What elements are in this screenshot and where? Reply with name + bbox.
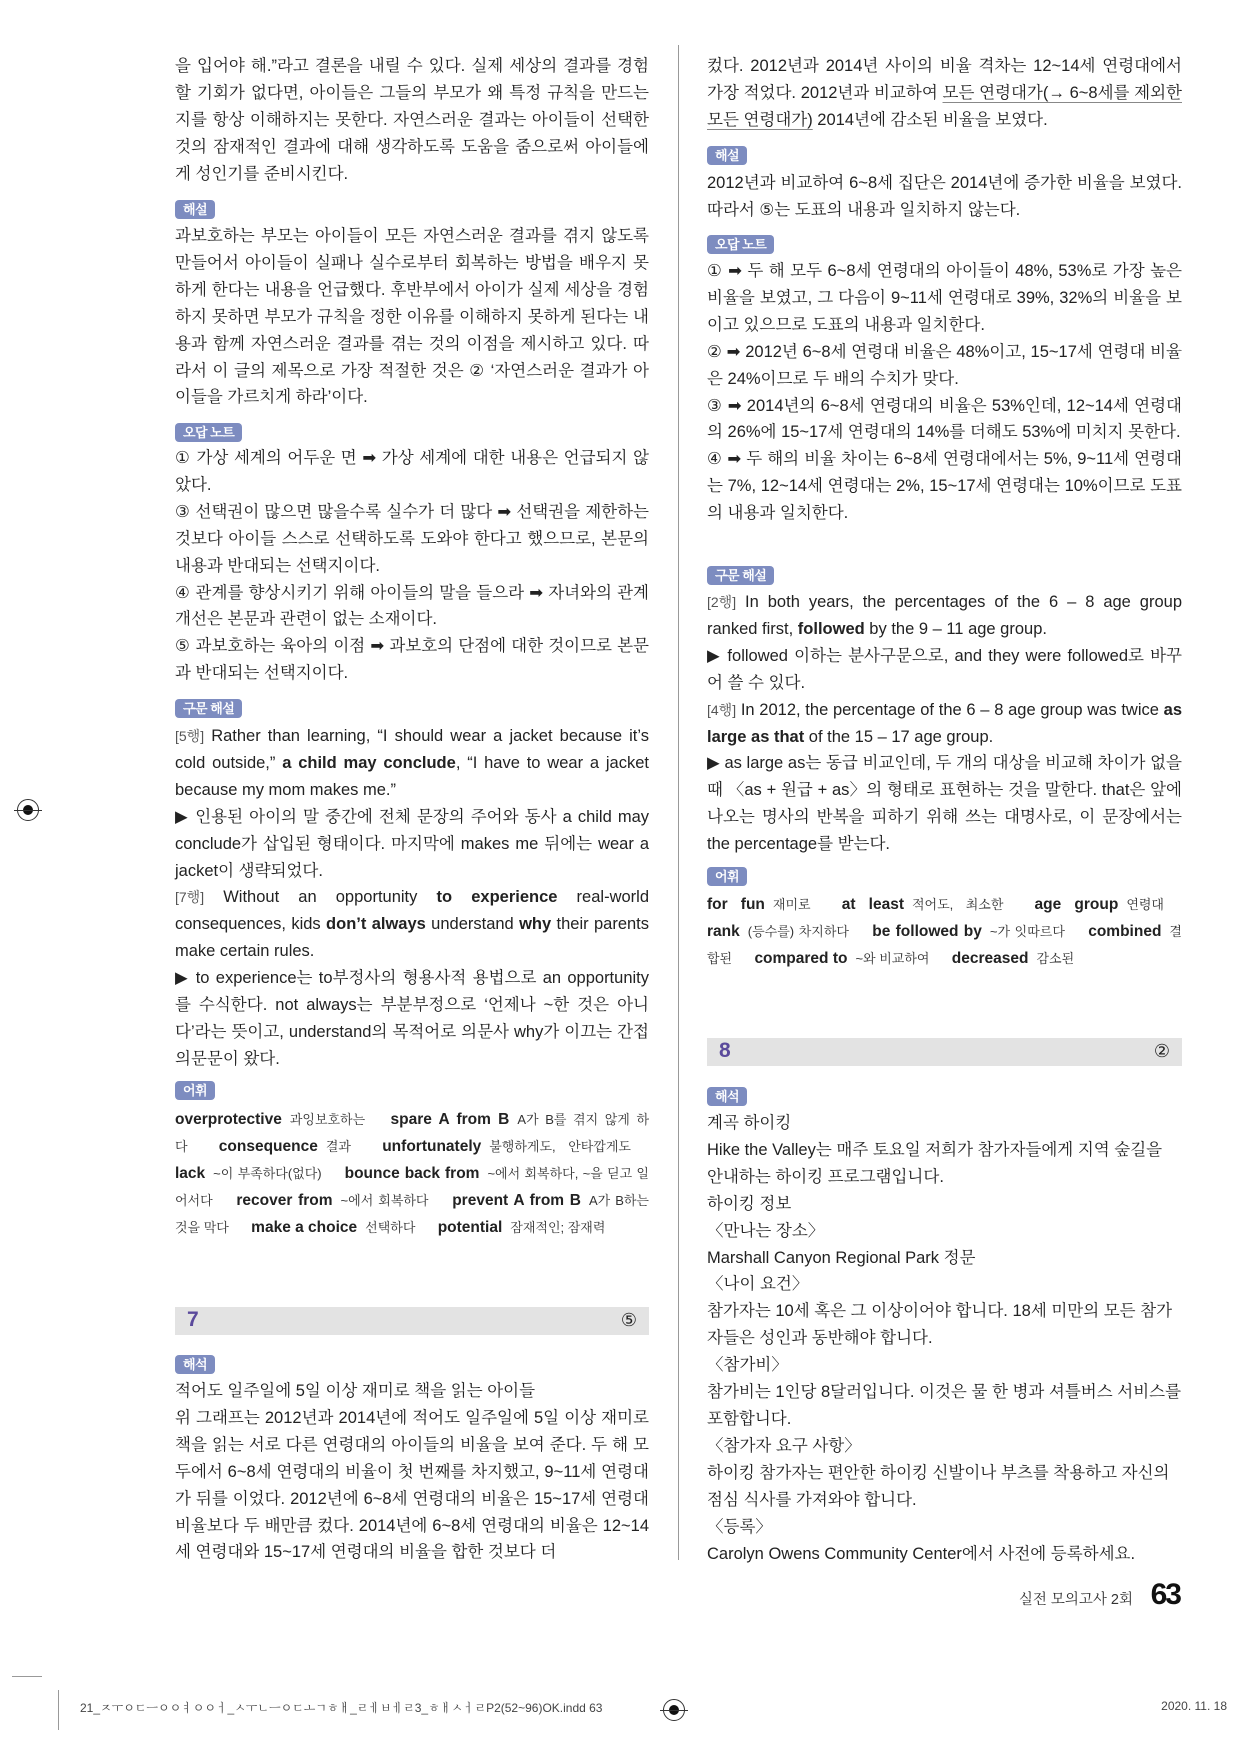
text-line: [175, 965, 649, 1073]
vocab-term: rank: [707, 922, 740, 940]
badge-vocabulary: 어휘: [707, 867, 747, 886]
text-segment: ③ 선택권이 많으면 많을수록 실수가 더 많다 ➡ 선택권을 제한하는 것보다 아이들 스스로 선택하도록 도와야 한다고 했으므로, 본문의 내용과 반대되는 선택지이다.: [175, 502, 649, 575]
text-segment: 을 입어야 해.”라고 결론을 내릴 수 있다. 실제 세상의 결과를 경험할 기회가 없다면, 아이들은 그들의 부모가 왜 특정 규칙을 만드는지를 항상 이해하지는 못한다. 자연스러운 결과는 아이들이 선택한 것의 잠재적인 결과에 대해 생각하도록 도움을 줌으로써 아이들에게 성인기를 준비시킨다.: [175, 57, 649, 183]
text-line: [175, 580, 649, 634]
text-segment: ④ ➡ 두 해의 비율 차이는 6~8세 연령대에서는 5%, 9~11세 연령대는 7%, 12~14세 연령대는 2%, 15~17세 연령대는 10%이므로 도표의 내용과 일치한다.: [707, 450, 1182, 523]
text-line: [707, 643, 1182, 697]
badge-translation: 해석: [707, 1087, 747, 1106]
text-segment: 〈만나는 장소〉: [707, 1221, 825, 1240]
text-line: [707, 1541, 1182, 1568]
text-segment: of the 15 – 17 age group.: [804, 727, 994, 746]
text-segment: Without an opportunity: [204, 888, 437, 907]
vocab-meaning: 연령대: [1126, 897, 1164, 912]
vocab-item: [754, 950, 947, 967]
text-segment: , “I have to wear a jacket because my mom makes me.”: [175, 753, 649, 799]
text-segment: 2014년에 감소된 비율을 보였다.: [812, 110, 1048, 129]
text-segment: 참가자는 10세 혹은 그 이상이어야 합니다. 18세 미만의 모든 참가자들은 성인과 동반해야 합니다.: [707, 1302, 1173, 1348]
text-segment: 과보호하는 부모는 아이들이 모든 자연스러운 결과를 겪지 않도록 만들어서 아이들이 실패나 실수로부터 회복하는 방법을 배우지 못하게 한다는 내용을 언급했다. 후반부에서 아이가 실제 세상을 경험하지 못하면 부모가 규칙을 정한 이유를 이해하지 못하게 된다는 내용과 함께 자연스러운 결과를 겪는 것의 이점을 제시하고 있다. 따라서 이 글의 제목으로 가장 적절한 것은 ② ‘자연스러운 결과가 아이들을 가르치게 하라’이다.: [175, 227, 649, 407]
text-segment: 컸다. 2012년과 2014년 사이의 비율 격차는 12~14세 연령대에서 가장 적었다. 2012년과 비교하여: [707, 57, 1182, 102]
text-segment: 2012년과 비교하여 6~8세 집단은 2014년에 증가한 비율을 보였다. 따라서 ⑤는 도표의 내용과 일치하지 않는다.: [707, 174, 1182, 219]
text-line: [707, 1271, 1182, 1298]
vocab-term: combined: [1088, 922, 1162, 940]
q7-translation: [175, 1378, 649, 1566]
text-line: [707, 1298, 1182, 1352]
line-tag: [5행]: [175, 728, 205, 744]
text-segment: In 2012, the percentage of the 6 – 8 age group was twice: [736, 700, 1164, 719]
text-segment: 하이킹 정보: [707, 1194, 792, 1213]
q8-translation: [707, 1110, 1182, 1567]
text-segment: 계곡 하이킹: [707, 1114, 792, 1132]
line-tag: [4행]: [707, 701, 737, 718]
left-intro-paragraph: [175, 53, 649, 188]
vocab-meaning: ~에서 회복하다: [340, 1192, 429, 1208]
vocab-item: [842, 896, 1022, 913]
text-line: [707, 393, 1182, 447]
vocab-item: [1035, 896, 1182, 913]
vocab-term: make a choice: [251, 1218, 358, 1236]
text-line: [707, 258, 1182, 339]
text-line: [707, 1352, 1182, 1379]
vocab-term: overprotective: [175, 1111, 282, 1128]
question-7-header: [175, 1307, 649, 1335]
vocab-meaning: ~와 비교하여: [855, 950, 930, 966]
text-segment: 적어도 일주일에 5일 이상 재미로 책을 읽는 아이들: [175, 1382, 536, 1400]
text-line: [175, 804, 649, 885]
text-line: [707, 446, 1182, 527]
right-wrong-answer-notes: [707, 258, 1182, 527]
vocab-item: [438, 1219, 624, 1236]
left-wrong-answer-notes: [175, 445, 649, 687]
crop-mark: [12, 1676, 42, 1677]
text-line: [707, 1218, 1182, 1245]
question-8-header: [707, 1038, 1182, 1066]
vocab-item: [175, 1165, 340, 1182]
vocab-meaning: 과잉보호하는: [289, 1112, 366, 1127]
vocab-term: unfortunately: [382, 1137, 482, 1155]
text-segment: ▶ to experience는 to부정사의 형용사적 용법으로 an opportunity를 수식한다. not always는 부분부정으로 ‘언제나 ~한 것은 아니다’라는 뜻이고, understand의 목적어로 의문사 why가 이끄는 간접의문문이 왔다.: [175, 969, 649, 1068]
vocab-meaning: ~이 부족하다(없다): [213, 1165, 322, 1181]
vocab-term: lack: [175, 1164, 206, 1182]
vocab-meaning: 선택하다: [365, 1219, 416, 1235]
vocab-term: be followed by: [872, 922, 982, 940]
vocab-meaning: ~가 잇따르다: [989, 923, 1065, 939]
text-line: [175, 1405, 649, 1566]
text-line: [175, 633, 649, 687]
bold-text: don’t always: [326, 915, 426, 934]
print-slug-date: 2020. 11. 18: [1161, 1699, 1227, 1713]
badge-syntax: 구문 해설: [707, 566, 774, 585]
vocab-item: [707, 923, 867, 940]
text-segment: understand: [425, 915, 520, 934]
vocab-item: [251, 1219, 433, 1236]
text-segment: their parents make certain rules.: [175, 915, 650, 961]
vocab-term: at least: [841, 896, 904, 913]
text-segment: ② ➡ 2012년 6~8세 연령대 비율은 48%이고, 15~17세 연령대 비율은 24%이므로 두 배의 수치가 맞다.: [707, 342, 1182, 388]
text-segment: Rather than learning, “I should wear a jacket because it’s cold outside,”: [175, 727, 649, 772]
text-line: [707, 53, 1182, 134]
vocab-term: potential: [437, 1218, 503, 1236]
vocab-item: [707, 896, 829, 913]
text-segment: 〈나이 요건〉: [707, 1275, 809, 1294]
right-explanation: [707, 170, 1182, 224]
text-segment: Carolyn Owens Community Center에서 사전에 등록하세요.: [707, 1544, 1136, 1563]
text-line: [707, 1191, 1182, 1218]
column-divider: [678, 45, 679, 1560]
right-syntax-notes: [707, 589, 1182, 858]
badge-haeseol: 해설: [707, 146, 747, 165]
badge-haeseol: 해설: [175, 200, 215, 219]
right-intro-paragraph: [707, 53, 1182, 134]
text-line: [175, 1378, 649, 1405]
question-number: 7: [187, 1308, 199, 1331]
vocab-item: [236, 1192, 446, 1209]
text-line: [707, 1433, 1182, 1460]
text-line: [707, 1514, 1182, 1541]
answer-mark: ⑤: [620, 1310, 637, 1330]
text-segment: In both years, the percentages of the 6 – 8 age group ranked first,: [707, 593, 1182, 638]
text-segment: ▶ 인용된 아이의 말 중간에 전체 문장의 주어와 동사 a child may conclude가 삽입된 형태이다. 마지막에 makes me 뒤에는 wear a jacket이 생략되었다.: [175, 807, 649, 880]
vocab-meaning: 잠재적인; 잠재력: [510, 1219, 606, 1235]
left-vocabulary: [175, 1107, 649, 1242]
vocab-meaning: (등수를) 차지하다: [747, 923, 849, 939]
vocab-meaning: A가 B하는 것을 막다: [175, 1192, 649, 1235]
vocab-item: [382, 1138, 649, 1155]
text-segment: 위 그래프는 2012년과 2014년에 적어도 일주일에 5일 이상 재미로 책을 읽는 서로 다른 연령대의 아이들의 비율을 보여 준다. 두 해 모두에서 6~8세 연령대의 비율이 첫 번째를 차지했고, 9~11세 연령대가 뒤를 이었다. 2012년에 6~8세 연령대의 비율은 15~17세 연령대 비율보다 두 배만큼 컸다. 2014년에 6~8세 연령대의 비율은 12~14세 연령대와 15~17세 연령대의 비율을 합한 것보다 더: [175, 1408, 649, 1562]
text-segment: by the 9 – 11 age group.: [864, 619, 1047, 638]
bold-text: why: [519, 915, 552, 934]
underlined-text: 모든 연령대가(→ 6~8세를 제외한 모든 연령대가): [707, 83, 1182, 129]
bold-text: as large as that: [707, 700, 1182, 746]
bold-text: followed: [797, 619, 865, 638]
badge-wrong-answer-note: 오답 노트: [707, 235, 774, 254]
bold-text: a child may conclude: [282, 753, 456, 772]
vocab-meaning: A가 B를 겪지 않게 하다: [175, 1112, 649, 1154]
registration-mark-icon: [17, 799, 39, 821]
text-segment: 〈참가비〉: [707, 1356, 788, 1375]
text-line: [707, 750, 1182, 858]
vocab-term: consequence: [218, 1137, 318, 1155]
text-line: [175, 445, 649, 499]
text-line: [175, 53, 649, 188]
text-segment: Hike the Valley는 매주 토요일 저희가 참가자들에게 지역 숲길을 안내하는 하이킹 프로그램입니다.: [707, 1140, 1163, 1186]
text-segment: ③ ➡ 2014년의 6~8세 연령대의 비율은 53%인데, 12~14세 연령대의 26%에 15~17세 연령대의 14%를 더해도 53%에 미치지 못한다.: [707, 396, 1182, 442]
text-segment: 〈등록〉: [707, 1517, 772, 1536]
text-line: [707, 589, 1182, 643]
vocab-term: age group: [1034, 896, 1119, 913]
vocab-term: for fun: [707, 896, 765, 913]
left-explanation: [175, 223, 649, 411]
vocab-item: [872, 923, 1083, 940]
text-line: [707, 1245, 1182, 1272]
crop-mark: [58, 1690, 59, 1730]
right-vocabulary: [707, 892, 1182, 973]
text-line: [175, 499, 649, 580]
vocab-meaning: 재미로: [772, 897, 811, 912]
left-syntax-notes: [175, 723, 649, 1073]
running-footer-title: 실전 모의고사 2회: [1018, 1592, 1133, 1608]
text-segment: 하이킹 참가자는 편안한 하이킹 신발이나 부츠를 착용하고 자신의 점심 식사를 가져와야 합니다.: [707, 1463, 1170, 1509]
vocab-item: [219, 1138, 369, 1155]
text-segment: ① 가상 세계의 어두운 면 ➡ 가상 세계에 대한 내용은 언급되지 않았다.: [175, 449, 649, 494]
vocab-item: [175, 1111, 383, 1128]
text-segment: ④ 관계를 향상시키기 위해 아이들의 말을 들으라 ➡ 자녀와의 관계 개선은 본문과 관련이 없는 소재이다.: [175, 583, 649, 629]
text-segment: ▶ as large as는 동급 비교인데, 두 개의 대상을 비교해 차이가 없을 때 〈as + 원급 + as〉의 형태로 표현하는 것을 말한다. that은 앞에 나오는 명사의 반복을 피하기 위해 쓰는 대명사로, 이 문장에서는 the percentage를 받는다.: [707, 754, 1182, 854]
badge-translation: 해석: [175, 1355, 215, 1374]
bold-text: to experience: [436, 888, 558, 907]
line-tag: [2행]: [707, 594, 737, 610]
vocab-term: bounce back from: [344, 1164, 480, 1182]
text-line: [175, 723, 649, 804]
text-segment: ① ➡ 두 해 모두 6~8세 연령대의 아이들이 48%, 53%로 가장 높은 비율을 보였고, 그 다음이 9~11세 연령대로 39%, 32%의 비율을 보이고 있으므로 도표의 내용과 일치한다.: [707, 262, 1182, 334]
text-segment: 참가비는 1인당 8달러입니다. 이것은 물 한 병과 셔틀버스 서비스를 포함합니다.: [707, 1383, 1182, 1428]
question-number: 8: [719, 1039, 731, 1062]
text-line: [707, 170, 1182, 224]
text-line: [707, 1460, 1182, 1514]
vocab-term: recover from: [236, 1191, 333, 1209]
line-tag: [7행]: [175, 889, 205, 906]
text-segment: 〈참가자 요구 사항〉: [707, 1436, 861, 1455]
vocab-meaning: 적어도, 최소한: [912, 897, 1004, 912]
text-line: [707, 339, 1182, 393]
badge-wrong-answer-note: 오답 노트: [175, 423, 242, 442]
answer-mark: ②: [1153, 1041, 1170, 1061]
vocab-meaning: 감소된: [1036, 950, 1075, 966]
text-segment: ⑤ 과보호하는 육아의 이점 ➡ 과보호의 단점에 대한 것이므로 본문과 반대되는 선택지이다.: [175, 637, 649, 683]
vocab-term: spare A from B: [390, 1111, 510, 1128]
vocab-meaning: 결합된: [707, 923, 1182, 966]
print-slug-filename: 21_ㅈㅜㅇㄷㅡㅇㅇㅕㅇㅇㅓ_ㅅㅜㄴㅡㅇㄷㅗㄱㅎㅐ_ㄹㅔㅂㅔㄹ3_ㅎㅐㅅㅓㄹP2(52~96)OK.indd 63: [80, 1701, 603, 1715]
text-segment: ▶ followed 이하는 분사구문으로, and they were followed로 바꾸어 쓸 수 있다.: [707, 646, 1182, 692]
text-line: [707, 1110, 1182, 1137]
vocab-meaning: 불행하게도, 안타깝게도: [489, 1138, 631, 1154]
vocab-meaning: ~에서 회복하다, ~을 딛고 일어서다: [175, 1165, 649, 1208]
vocab-term: decreased: [951, 949, 1029, 967]
text-line: [707, 697, 1182, 751]
badge-syntax: 구문 해설: [175, 699, 242, 718]
text-line: [707, 1137, 1182, 1191]
text-segment: real-world consequences, kids: [175, 888, 649, 934]
vocab-meaning: 결과: [325, 1138, 351, 1154]
vocab-item: [952, 950, 1092, 967]
page-number: 63: [1150, 1578, 1180, 1611]
text-line: [175, 223, 649, 411]
vocab-term: compared to: [754, 949, 848, 967]
registration-mark-icon: [663, 1699, 685, 1721]
badge-vocabulary: 어휘: [175, 1081, 215, 1100]
text-segment: Marshall Canyon Regional Park 정문: [707, 1248, 976, 1267]
vocab-term: prevent A from B: [452, 1191, 581, 1209]
text-line: [707, 1379, 1182, 1433]
text-line: [175, 884, 649, 965]
